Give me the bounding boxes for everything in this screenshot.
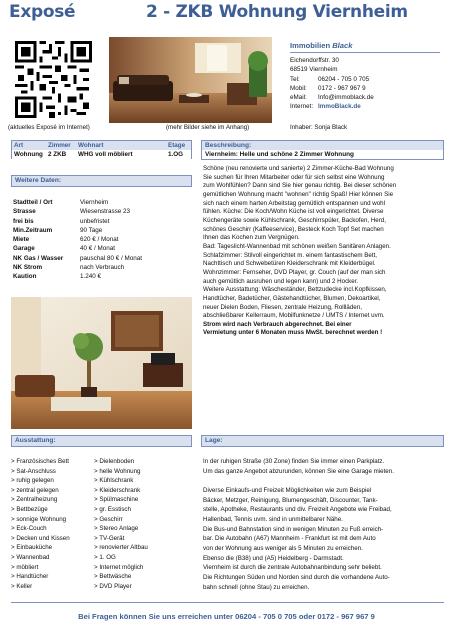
living-room-photo [109,37,272,123]
expose-title: Exposé [9,2,76,22]
amenity-row [11,534,201,544]
description-line: Vermietung unter 6 Monaten muss MwSt. berechnet werden ! [203,329,383,337]
data-key: Min.Zeitraum [13,226,53,234]
contact-email [290,93,450,102]
data-row [13,272,193,281]
amenity-item: > gr. Esstisch [94,505,131,513]
description-line: Nachttisch und Schwebetüren Kleiderschrank mit Kleiderbügel. [203,260,376,268]
data-key: Stadtteil / Ort [13,199,53,206]
contact-key: Mobil: [290,84,307,92]
contact-key: Internet: [290,103,314,111]
amenity-row [11,476,201,486]
weitere-daten-heading: Weitere Daten: [11,175,192,187]
amenity-item: > Bettwäsche [94,573,132,581]
contact-link[interactable]: ImmoBlack.de [318,103,361,111]
footer-contact: Bei Fragen können Sie uns erreichen unter 06204 - 705 0 705 oder 0172 - 967 967 9 [78,612,375,621]
summary-value: WHG voll möbliert [78,151,133,158]
weitere-daten-list [13,198,193,282]
contact-tel [290,75,450,84]
amenity-row [11,486,201,496]
description-line: Strom wird nach Verbrauch abgerechnet. Bei einer [203,320,352,328]
contact-value[interactable]: 0172 - 967 967 9 [318,84,366,92]
lage-line: Diverse Einkaufs-und Freizeit Möglichkeiten wie zum Beispiel [203,486,372,494]
contact-key: eMail: [290,94,307,102]
amenity-item: > sonnige Wohnung [11,515,67,523]
amenity-item: > 1. OG [94,553,116,561]
amenity-item: > Zentralheizung [11,496,58,504]
summary-values [12,150,191,159]
description-heading: Beschreibung: [202,141,443,150]
description-line: Sie suchen für Ihren Mitarbeiter oder für sich selbst eine Wohnung [203,173,385,181]
amenity-row [11,467,201,477]
amenity-row [11,543,201,553]
contact-key: Tel: [290,75,300,83]
amenity-item: > Einbauküche [11,544,53,552]
summary-header: Etage [168,142,186,149]
data-value: Viernheim [80,199,109,206]
description-line: auch gemütlich ausruhen und legen kann) und 2 Hocker. [203,277,359,285]
amenity-item: > Dielenboden [94,458,135,465]
data-value: nach Verbrauch [80,264,125,272]
description-line: Küchengeräte sowie Kühlschrank, Geschirrspüler, Backofen, Herd, [203,216,386,224]
lage-line: bahn schnell (ohne Stau) zu erreichen. [203,583,310,591]
contact-value[interactable]: 06204 - 705 0 705 [318,75,370,83]
amenity-item: > Kühlschrank [94,477,134,485]
lage-line: Um das ganze Angebot abzurunden, können Sie eine Garage mieten. [203,467,394,475]
page-title: 2 - ZKB Wohnung Viernheim [146,2,408,22]
agency-name [290,41,450,51]
agency-name-prefix: Immobilien [290,41,333,50]
lage-line: von der Wohnung aus weniger als 5 Minuten zu erreichen. [203,544,363,552]
description-line: schönes Geschirr (Kaffeeservice), Besteck Koch Topf Set machen [203,225,384,233]
data-value: 90 Tage [80,226,103,234]
amenity-item: > Spülmaschine [94,496,139,504]
contact-internet [290,102,450,111]
data-row [13,263,193,272]
amenity-row [11,524,201,534]
description-text [203,165,448,338]
qr-caption: (aktuelles Exposé im Internet) [8,124,90,131]
lage-line [203,476,448,486]
description-line: Schöne (neu renovierte und sanierte) 2 Zimmer-Küche-Bad Wohnung [203,165,394,172]
amenity-item: > zentral gelegen [11,486,59,494]
lage-line: bar. Die Autobahn (A67) Mannheim - Frankfurt ist mit dem Auto [203,535,376,543]
amenity-item: > Stereo Anlage [94,525,139,533]
data-key: Kaution [13,273,37,281]
amenity-item: > Keller [11,582,33,590]
agency-divider [290,52,440,53]
amenity-item: > Kleiderschrank [94,486,141,494]
description-line: sich nach einem harten Arbeitstag gemütlich entspannen und wohl [203,199,385,207]
qr-code [15,41,92,118]
footer-divider [11,602,444,603]
data-row [13,235,193,244]
amenity-item: > TV-Gerät [94,534,125,542]
summary-header: Zimmer [48,142,71,149]
lage-line: Ebenso die (B38) und (A5) Heidelberg - Darmstadt. [203,554,344,562]
data-key: Garage [13,245,35,253]
lage-text [203,457,448,592]
amenity-item: > Internet möglich [94,563,144,571]
amenity-row [11,457,201,467]
amenity-item: > Eck-Couch [11,525,47,533]
data-key: frei bis [13,217,34,225]
amenity-row [11,563,201,573]
description-line: abschließbarer Kellerraum, Mobilfunknetze / UMTS / Internet uvm. [203,312,385,320]
data-key: Strasse [13,208,36,216]
data-value: Wiesenstrasse 23 [80,208,131,216]
amenity-item: > Handtücher [11,573,49,581]
contact-mobil [290,84,450,93]
agency-owner: Inhaber: Sonja Black [290,124,348,131]
amenity-item: > möbliert [11,563,39,571]
amenity-item: > Französisches Bett [11,458,69,465]
summary-table [11,140,192,159]
lage-heading: Lage: [201,435,444,447]
description-line: zum Wohlfühlen? Dann sind Sie hier genau richtig. Bei dieser schönen [203,182,397,190]
description-line: gemütlichen Wohnung macht "wohnen" richtig Spaß! Hier können Sie [203,190,394,198]
description-line: Bad: Tageslicht-Wannenbad mit schönen weißen Sanitären Anlagen. [203,242,391,250]
amenity-item: > helle Wohnung [94,467,141,475]
ausstattung-heading: Ausstattung: [11,435,192,447]
lage-line: Bäcker, Metzger, Reinigung, Blumengeschäft, Discounter, Tank- [203,496,378,504]
description-line: neuer Dielen Boden, Fliesen, zentrale Heizung, Rollläden, [203,303,362,311]
summary-value: 2 ZKB [48,151,67,158]
description-line: Ihnen das Kochen zum Vergnügen. [203,234,300,242]
agency-street: Eichendorffstr. 30 [290,57,339,64]
agency-city: 68519 Viernheim [290,66,338,74]
description-subtitle: Viernheim: Helle und schöne 2 Zimmer Wohnung [205,151,354,158]
description-line: Handtücher, Badetücher, Gästehandtücher, Blumen, Dekoartikel, [203,294,381,302]
description-line: Wohnzimmer: Fernseher, DVD Player, gr. Couch (auf der man sich [203,268,386,276]
amenity-item: > Sat-Anschluss [11,467,56,475]
summary-header: Art [14,142,24,149]
data-row [13,198,193,207]
data-row [13,244,193,253]
lage-line: Hallenbad, Tennis uvm. sind in unmittelbarer Nähe. [203,515,343,523]
amenity-row [11,582,201,592]
photo-caption: (mehr Bilder siehe im Anhang) [166,124,250,131]
amenity-item: > Bettbezüge [11,505,48,513]
data-value: unbefristet [80,217,110,225]
data-key: NK Gas / Wasser [13,254,64,262]
lage-line: Die Richtungen Süden und Norden sind durch die vorhandene Auto- [203,573,390,581]
data-row [13,226,193,235]
data-value: 40 € / Monat [80,245,116,253]
agency-block [290,41,450,112]
lage-line: In der ruhigen Straße (30 Zone) finden Sie immer einen Parkplatz. [203,458,385,465]
amenity-row [11,505,201,515]
data-row [13,217,193,226]
amenity-row [11,495,201,505]
amenity-item: > Wannenbad [11,553,50,561]
description-line: Schlafzimmer: Stilvoll eingerichtet m. einem fantastischem Bett, [203,251,378,259]
interior-photo [11,297,192,429]
amenity-row [11,572,201,582]
description-header [201,140,444,160]
data-value: 1.240 € [80,273,102,281]
agency-name-brand: Black [332,41,353,50]
description-line: Weitere Ausstattung: Wäscheständer, Bettzudecke incl.Kopfkissen, [203,286,387,294]
summary-value: Wohnung [14,151,43,158]
summary-headers [12,141,191,150]
amenity-row [11,553,201,563]
ausstattung-list [11,457,201,591]
lage-line: Die Bus-und Bahnstation sind in wenigen Minuten zu Fuß erreich- [203,525,384,533]
data-value: 620 € / Monat [80,236,119,244]
summary-header: Wohnart [78,142,104,149]
contact-value[interactable]: Info@immoblack.de [318,94,374,102]
lage-line: stelle, Apotheke, Restaurants und div. Freizeit Angebote wie Freibad, [203,506,392,514]
summary-value: 1.OG [168,151,184,158]
lage-line: Viernheim ist durch die zentrale Autobahnanbindung sehr beliebt. [203,564,382,572]
data-key: NK Strom [13,264,43,272]
data-row [13,207,193,216]
description-line: fühlen. Küche: Die Koch/Wohn Küche ist voll eingerichtet. Diverse [203,208,384,216]
data-key: Miete [13,236,30,244]
amenity-item: > DVD Player [94,582,132,590]
amenity-row [11,515,201,525]
amenity-item: > Geschirr [94,515,123,523]
amenity-item: > renovierter Altbau [94,544,148,552]
data-value: pauschal 80 € / Monat [80,254,142,262]
amenity-item: > Decken und Kissen [11,534,70,542]
amenity-item: > ruhig gelegen [11,477,54,485]
data-row [13,254,193,263]
